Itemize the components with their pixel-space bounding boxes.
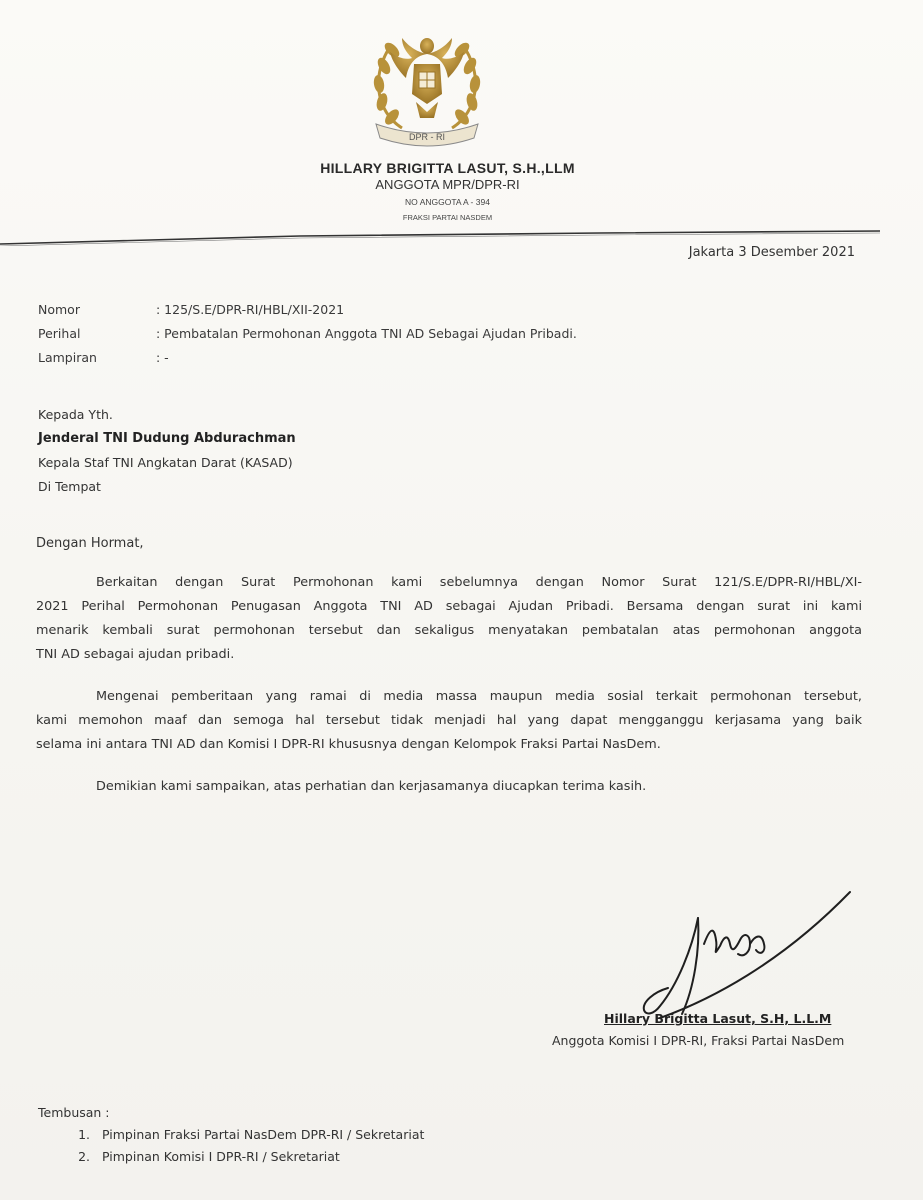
- recipient-title: Kepala Staf TNI Angkatan Darat (KASAD): [38, 455, 293, 470]
- meta-perihal-value: : Pembatalan Permohonan Anggota TNI AD Sebagai Ajudan Pribadi.: [156, 326, 577, 341]
- signer-name: Hillary Brigitta Lasut, S.H, L.L.M: [604, 1011, 832, 1026]
- emblem-ribbon-text: DPR - RI: [409, 132, 445, 142]
- letterhead-role: ANGGOTA MPR/DPR-RI: [375, 177, 520, 192]
- body-paragraph-2: [36, 685, 862, 757]
- p3-line-1: Demikian kami sampaikan, atas perhatian dan kerjasamanya diucapkan terima kasih.: [96, 779, 647, 794]
- tembusan-label: Tembusan :: [38, 1105, 110, 1120]
- meta-lampiran-label: Lampiran: [38, 350, 97, 365]
- letter-date: Jakarta 3 Desember 2021: [688, 245, 855, 260]
- recipient-name: Jenderal TNI Dudung Abdurachman: [38, 431, 296, 446]
- meta-perihal-label: Perihal: [38, 326, 81, 341]
- letterhead-fraksi: FRAKSI PARTAI NASDEM: [402, 213, 493, 222]
- body-paragraph-1: [36, 571, 862, 667]
- meta-lampiran-row: [38, 350, 577, 374]
- meta-nomor-value: : 125/S.E/DPR-RI/HBL/XII-2021: [156, 302, 345, 317]
- tembusan-item-1: 1. Pimpinan Fraksi Partai NasDem DPR-RI / Sekretariat: [94, 1124, 424, 1146]
- p2-line-1: Mengenai pemberitaan yang ramai di media massa maupun media sosial terkait permohonan tersebut,: [96, 689, 862, 704]
- p2-line-2: kami memohon maaf dan semoga hal tersebut tidak menjadi hal yang dapat mengganggu kerjasama yang baik: [36, 713, 862, 728]
- letterhead-member-no: NO ANGGOTA A - 394: [405, 197, 490, 207]
- greeting: Dengan Hormat,: [36, 536, 144, 551]
- p1-line-1: Berkaitan dengan Surat Permohonan kami sebelumnya dengan Nomor Surat 121/S.E/DPR-RI/HBL/XI-: [96, 575, 862, 590]
- meta-nomor-label: Nomor: [38, 302, 80, 317]
- meta-lampiran-value: : -: [156, 350, 169, 365]
- tembusan-list: [38, 1124, 424, 1168]
- handwritten-signature: [620, 888, 860, 1028]
- body-paragraph-3: [36, 775, 862, 799]
- recipient-block: [38, 403, 296, 499]
- tembusan-block: [38, 1102, 424, 1168]
- dpr-emblem-icon: [362, 16, 492, 161]
- meta-nomor-row: [38, 302, 577, 326]
- tembusan-item-2: 2. Pimpinan Komisi I DPR-RI / Sekretariat: [94, 1146, 424, 1168]
- recipient-place: Di Tempat: [38, 479, 101, 494]
- signer-title: Anggota Komisi I DPR-RI, Fraksi Partai NasDem: [552, 1033, 845, 1048]
- recipient-salutation: Kepada Yth.: [38, 407, 113, 422]
- letterhead-name: HILLARY BRIGITTA LASUT, S.H.,LLM: [320, 160, 575, 176]
- meta-perihal-row: [38, 326, 577, 350]
- letter-meta: [38, 302, 577, 374]
- p1-line-2: 2021 Perihal Permohonan Penugasan Anggota TNI AD sebagai Ajudan Pribadi. Bersama dengan surat ini kami: [36, 599, 862, 614]
- letterhead-divider: [0, 226, 880, 246]
- p1-line-4: TNI AD sebagai ajudan pribadi.: [36, 647, 235, 662]
- p1-line-3: menarik kembali surat permohonan tersebut dan sekaligus menyatakan pembatalan atas permohonan anggota: [36, 623, 862, 638]
- p2-line-3: selama ini antara TNI AD dan Komisi I DPR-RI khususnya dengan Kelompok Fraksi Partai NasDem.: [36, 737, 661, 752]
